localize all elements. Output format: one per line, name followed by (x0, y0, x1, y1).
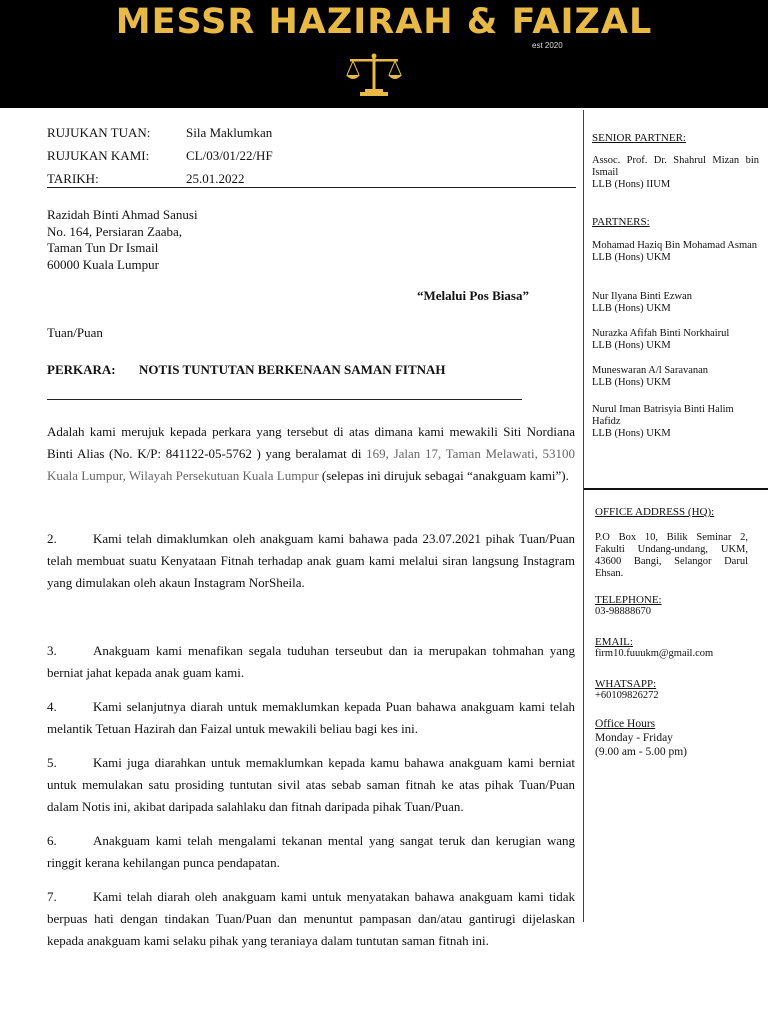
reference-label: RUJUKAN TUAN: (47, 125, 151, 140)
paragraph-number: 7. (47, 889, 57, 904)
address-line: Razidah Binti Ahmad Sanusi (47, 207, 198, 222)
office-hours-days: Monday - Friday (595, 732, 673, 744)
delivery-method: “Melalui Pos Biasa” (417, 288, 529, 303)
partner-name: Nurazka Afifah Binti Norkhairul (592, 328, 730, 339)
office-address-heading: OFFICE ADDRESS (HQ): (595, 506, 715, 518)
paragraph-7 (47, 886, 575, 952)
telephone-number: 03-98888670 (595, 606, 651, 617)
paragraph-text: Adalah kami merujuk kepada perkara yang tersebut di atas dimana kami mewakili Siti Nordiana Binti Alias (No. K/P: 841122-05-5762 ) yang beralamat di (47, 424, 575, 461)
sidebar-divider (583, 110, 584, 922)
telephone-heading: TELEPHONE: (595, 594, 662, 606)
paragraph-1 (47, 421, 575, 487)
paragraph-5 (47, 752, 575, 818)
sidebar-separator (584, 488, 768, 490)
reference-value: CL/03/01/22/HF (186, 148, 273, 163)
address-line: Taman Tun Dr Ismail (47, 240, 159, 255)
partner-name: Mohamad Haziq Bin Mohamad Asman (592, 240, 758, 251)
partner-qual: LLB (Hons) UKM (592, 377, 671, 388)
paragraph-3 (47, 640, 575, 684)
paragraph-text: Anakguam kami telah mengalami tekanan mental yang sangat teruk dan kerugian wang ringgit kerana kehilangan punca pendapatan. (47, 833, 575, 870)
paragraph-number: 6. (47, 833, 57, 848)
paragraph-4 (47, 696, 575, 740)
partner-entry (592, 328, 759, 352)
scales-of-justice-icon (344, 53, 404, 99)
telephone-block (595, 594, 755, 618)
paragraph-2 (47, 528, 575, 594)
address-line: 60000 Kuala Lumpur (47, 256, 159, 272)
partner-qual: LLB (Hons) UKM (592, 252, 671, 263)
office-hours-time: (9.00 am - 5.00 pm) (595, 746, 687, 758)
paragraph-text: Anakguam kami menafikan segala tuduhan terseubut dan ia merupakan tohmahan yang berniat jahat kepada anak guam kami. (47, 643, 575, 680)
email-block (595, 636, 760, 660)
whatsapp-number: +60109826272 (595, 690, 659, 701)
subject-title: NOTIS TUNTUTAN BERKENAAN SAMAN FITNAH (139, 362, 446, 377)
office-hours-block (595, 717, 755, 759)
partner-entry (592, 291, 759, 315)
reference-value: 25.01.2022 (186, 171, 245, 186)
partners-heading: PARTNERS: (592, 216, 650, 228)
reference-label: TARIKH: (47, 171, 99, 186)
paragraph-text: (selepas ini dirujuk sebagai “anakguam kami”). (318, 468, 569, 483)
office-address: P.O Box 10, Bilik Seminar 2, Fakulti Undang-undang, UKM, 43600 Bangi, Selangor Darul Ehsan. (595, 532, 748, 579)
partner-name: Nurul Iman Batrisyia Binti Halim Hafidz (592, 404, 734, 427)
subject-label: PERKARA: (47, 362, 116, 377)
office-hours-heading: Office Hours (595, 718, 656, 730)
letterhead-banner (0, 0, 768, 108)
partner-entry (592, 404, 759, 440)
whatsapp-block (595, 678, 755, 702)
paragraph-text: Kami telah diarah oleh anakguam kami untuk menyatakan bahawa anakguam kami tidak berpuas hati dengan tindakan Tuan/Puan dan menuntut pampasan dan/atau gantirugi dijelaskan kepada anakguam kami selaku pihak yang teraniaya dalam tuntutan saman fitnah ini. (47, 889, 575, 948)
paragraph-number: 5. (47, 755, 57, 770)
established-note: est 2020 (532, 41, 563, 50)
reference-divider (47, 187, 576, 188)
email-heading: EMAIL: (595, 636, 633, 648)
client-address: 169, Jalan 17, Taman Melawati, 53100 Kuala Lumpur, Wilayah Persekutuan Kuala Lumpur (47, 446, 576, 483)
office-address-block (595, 506, 748, 580)
partner-name: Muneswaran A/l Saravanan (592, 365, 709, 376)
partner-entry (592, 240, 759, 264)
paragraph-number: 3. (47, 643, 57, 658)
partner-qual: LLB (Hons) UKM (592, 303, 671, 314)
reference-value: Sila Maklumkan (186, 125, 273, 140)
salutation: Tuan/Puan (47, 325, 103, 340)
paragraph-number: 2. (47, 531, 57, 546)
partner-qual: LLB (Hons) UKM (592, 340, 671, 351)
paragraph-text: Kami selanjutnya diarah untuk memaklumkan kepada Puan bahawa anakguam kami telah melantik Tetuan Hazirah dan Faizal untuk mewakili beliau bagi kes ini. (47, 699, 575, 736)
subject-line (47, 362, 446, 378)
email-address: firm10.fuuukm@gmail.com (595, 648, 714, 659)
whatsapp-heading: WHATSAPP: (595, 678, 657, 690)
paragraph-text: Kami juga diarahkan untuk memaklumkan kepada kamu bahawa anakguam kami berniat untuk memulakan satu prosiding tuntutan sivil atas sebab saman fitnah ke atas pihak Tuan/Puan dalam Notis ini, akibat daripada salahlaku dan fitnah daripada pihak Tuan/Puan. (47, 755, 575, 814)
subject-divider (47, 399, 522, 400)
senior-partner-heading: SENIOR PARTNER: (592, 132, 686, 144)
recipient-address (47, 207, 198, 273)
senior-partner-block (592, 132, 759, 191)
address-line: No. 164, Persiaran Zaaba, (47, 223, 183, 239)
partner-qual: LLB (Hons) UKM (592, 428, 671, 439)
paragraph-number: 4. (47, 699, 57, 714)
senior-partner-qual: LLB (Hons) IIUM (592, 179, 671, 190)
partner-name: Nur Ilyana Binti Ezwan (592, 291, 693, 302)
firm-name: MESSR HAZIRAH & FAIZAL (115, 2, 653, 42)
partners-block (592, 216, 759, 228)
reference-label: RUJUKAN KAMI: (47, 148, 150, 163)
partner-entry (592, 365, 759, 389)
paragraph-6 (47, 830, 575, 874)
senior-partner-name: Assoc. Prof. Dr. Shahrul Mizan bin Ismail (592, 155, 759, 178)
paragraph-text: Kami telah dimaklumkan oleh anakguam kami bahawa pada 23.07.2021 pihak Tuan/Puan telah membuat suatu Kenyataan Fitnah terhadap anak guam kami melalui siran langsung Instagram yang dimulakan oleh akaun Instagram NorSheila. (47, 531, 575, 590)
